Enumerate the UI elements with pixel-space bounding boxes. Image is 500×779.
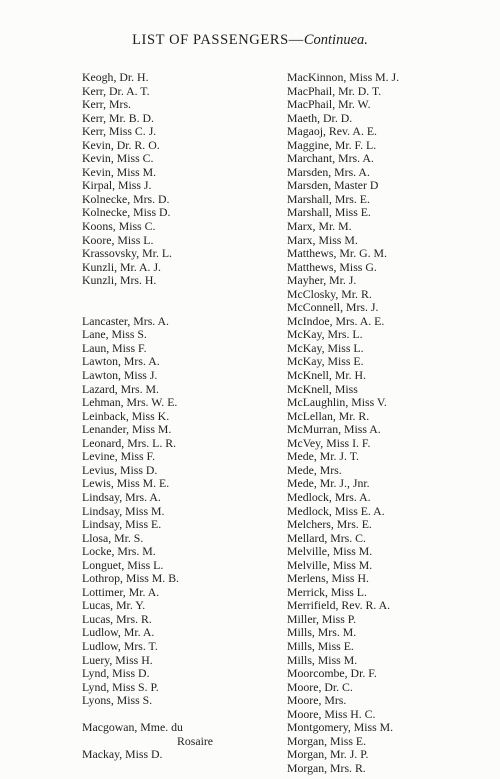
passenger-entry: Macgowan, Mme. du	[82, 720, 183, 735]
passenger-entry: Maeth, Dr. D.	[287, 110, 353, 125]
passenger-entry: Locke, Mrs. M.	[82, 544, 156, 559]
passenger-entry: Lehman, Mrs. W. E.	[82, 395, 178, 410]
passenger-entry: Moorcombe, Dr. F.	[287, 666, 377, 681]
passenger-entry: Leonard, Mrs. L. R.	[82, 435, 177, 450]
passenger-entry: McClosky, Mr. R.	[287, 286, 372, 301]
passenger-entry: Melchers, Mrs. E.	[287, 517, 372, 532]
passenger-entry: Kevin, Miss M.	[82, 164, 157, 179]
passenger-entry: Keogh, Dr. H.	[82, 70, 149, 84]
passenger-entry: Lindsay, Miss E.	[82, 517, 162, 532]
passenger-entry: MacPhail, Mr. D. T.	[287, 83, 382, 98]
passenger-entry: McMurran, Miss A.	[287, 422, 381, 437]
passenger-entry: Kerr, Dr. A. T.	[82, 83, 150, 98]
passenger-entry: Marx, Mr. M.	[287, 219, 352, 234]
passenger-entry: Ludlow, Mr. A.	[82, 625, 155, 640]
passenger-entry: Koore, Miss L.	[82, 232, 154, 247]
passenger-entry: Lawton, Mrs. A.	[82, 354, 160, 369]
passenger-entry: Melville, Miss M.	[287, 557, 373, 572]
passenger-entry: Magaoj, Rev. A. E.	[287, 124, 377, 139]
spacer	[82, 301, 272, 315]
passenger-entry: Matthews, Mr. G. M.	[287, 246, 387, 261]
passenger-entry: Maggine, Mr. F. L.	[287, 137, 377, 152]
passenger-entry: Levius, Miss D.	[82, 462, 158, 477]
passenger-entry: Matthews, Miss G.	[287, 259, 377, 274]
passenger-entry: McKay, Mrs. L.	[287, 327, 363, 342]
passenger-entry: Morgan, Miss E.	[287, 733, 367, 748]
passenger-entry: Mellard, Mrs. C.	[287, 530, 366, 545]
passenger-entry: MacPhail, Mr. W.	[287, 97, 371, 112]
passenger-entry: Marsden, Mrs. A.	[287, 164, 370, 179]
passenger-entry: Miller, Miss P.	[287, 611, 357, 626]
passenger-entry: McKnell, Miss	[287, 381, 358, 396]
passenger-entry: McKay, Miss E.	[287, 354, 364, 369]
passenger-entry: Marx, Miss M.	[287, 232, 358, 247]
passenger-entry: Kerr, Miss C. J.	[82, 124, 157, 139]
passenger-entry: Lynd, Miss S. P.	[82, 679, 159, 694]
passenger-entry: Kevin, Dr. R. O.	[82, 137, 160, 152]
passenger-entry: Mackay, Miss D.	[82, 747, 163, 762]
passenger-entry: Merlens, Miss H.	[287, 571, 369, 586]
passenger-entry: Melville, Miss M.	[287, 544, 373, 559]
passenger-entry: Marshall, Mrs. E.	[287, 191, 370, 206]
spacer	[82, 288, 272, 302]
passenger-entry: Koons, Miss C.	[82, 219, 156, 234]
passenger-entry: Leinback, Miss K.	[82, 408, 170, 423]
passenger-entry: Llosa, Mr. S.	[82, 530, 144, 545]
passenger-entry: Laun, Miss F.	[82, 340, 147, 355]
passenger-entry: Rosaire	[177, 733, 214, 748]
passenger-entry: Longuet, Miss L.	[82, 557, 164, 572]
passenger-entry: Lane, Miss S.	[82, 327, 147, 342]
passenger-entry: Merrifield, Rev. R. A.	[287, 598, 391, 613]
passenger-entry: Marchant, Mrs. A.	[287, 151, 374, 166]
passenger-entry: Morgan, Mr. J. P.	[287, 747, 369, 762]
passenger-entry: Lothrop, Miss M. B.	[82, 571, 180, 586]
passenger-entry: McLellan, Mr. R.	[287, 408, 370, 423]
passenger-entry: McConnell, Mrs. J.	[287, 300, 379, 315]
passenger-entry: Mede, Mr. J. T.	[287, 449, 359, 464]
passenger-entry: Lucas, Mrs. R.	[82, 611, 152, 626]
passenger-entry: Mills, Miss E.	[287, 638, 354, 653]
passenger-entry: Kevin, Miss C.	[82, 151, 154, 166]
passenger-entry: McKay, Miss L.	[287, 340, 364, 355]
page-heading	[0, 32, 500, 49]
heading-continued: Continuea.	[303, 32, 368, 48]
passenger-entry: McKnell, Mr. H.	[287, 368, 366, 383]
passenger-entry: Lynd, Miss D.	[82, 666, 150, 681]
passenger-entry: McIndoe, Mrs. A. E.	[287, 313, 385, 328]
passenger-entry: Krassovsky, Mr. L.	[82, 246, 173, 261]
passenger-entry: Mede, Mr. J., Jnr.	[287, 476, 370, 491]
passenger-column-right	[287, 71, 487, 775]
passenger-entry: Lucas, Mr. Y.	[82, 598, 146, 613]
passenger-entry: Moore, Miss H. C.	[287, 706, 376, 721]
passenger-entry: Kerr, Mrs.	[82, 97, 131, 112]
passenger-entry: Marsden, Master D	[287, 178, 379, 193]
passenger-entry: Lottimer, Mr. A.	[82, 584, 160, 599]
passenger-entry: Kolnecke, Mrs. D.	[82, 191, 170, 206]
passenger-column-left	[82, 71, 272, 762]
passenger-entry: Lyons, Miss S.	[82, 693, 153, 708]
passenger-entry: Medlock, Miss E. A.	[287, 503, 385, 518]
spacer	[82, 708, 272, 722]
passenger-entry: Lawton, Miss J.	[82, 368, 158, 383]
passenger-entry: Lazard, Mrs. M.	[82, 381, 159, 396]
passenger-entry: Kolnecke, Miss D.	[82, 205, 171, 220]
passenger-entry: Moore, Dr. C.	[287, 679, 353, 694]
passenger-entry: Morgan, Mrs. R.	[287, 760, 366, 775]
passenger-entry: Mills, Mrs. M.	[287, 625, 357, 640]
passenger-entry: Levine, Miss F.	[82, 449, 156, 464]
passenger-entry: Moore, Mrs.	[287, 693, 347, 708]
passenger-entry: Kunzli, Mr. A. J.	[82, 259, 161, 274]
passenger-entry: Merrick, Miss L.	[287, 584, 367, 599]
passenger-entry: Medlock, Mrs. A.	[287, 489, 371, 504]
passenger-entry: Lancaster, Mrs. A.	[82, 313, 169, 328]
passenger-entry: Kunzli, Mrs. H.	[82, 273, 157, 288]
passenger-entry: Luery, Miss H.	[82, 652, 153, 667]
passenger-entry: Kirpal, Miss J.	[82, 178, 152, 193]
passenger-entry: Mills, Miss M.	[287, 652, 358, 667]
passenger-entry: Lindsay, Miss M.	[82, 503, 165, 518]
passenger-entry: Mede, Mrs.	[287, 462, 342, 477]
passenger-entry: Kerr, Mr. B. D.	[82, 110, 154, 125]
passenger-entry: McLaughlin, Miss V.	[287, 395, 387, 410]
passenger-entry: Montgomery, Miss M.	[287, 720, 394, 735]
passenger-entry: Marshall, Miss E.	[287, 205, 371, 220]
passenger-entry: McVey, Miss I. F.	[287, 435, 371, 450]
passenger-entry: Lewis, Miss M. E.	[82, 476, 170, 491]
passenger-entry: Ludlow, Mrs. T.	[82, 638, 158, 653]
passenger-entry: Mayher, Mr. J.	[287, 273, 357, 288]
passenger-entry: MacKinnon, Miss M. J.	[287, 70, 400, 84]
passenger-entry: Lenander, Miss M.	[82, 422, 172, 437]
passenger-entry: Lindsay, Mrs. A.	[82, 489, 161, 504]
heading-title: LIST OF PASSENGERS—	[132, 32, 304, 48]
